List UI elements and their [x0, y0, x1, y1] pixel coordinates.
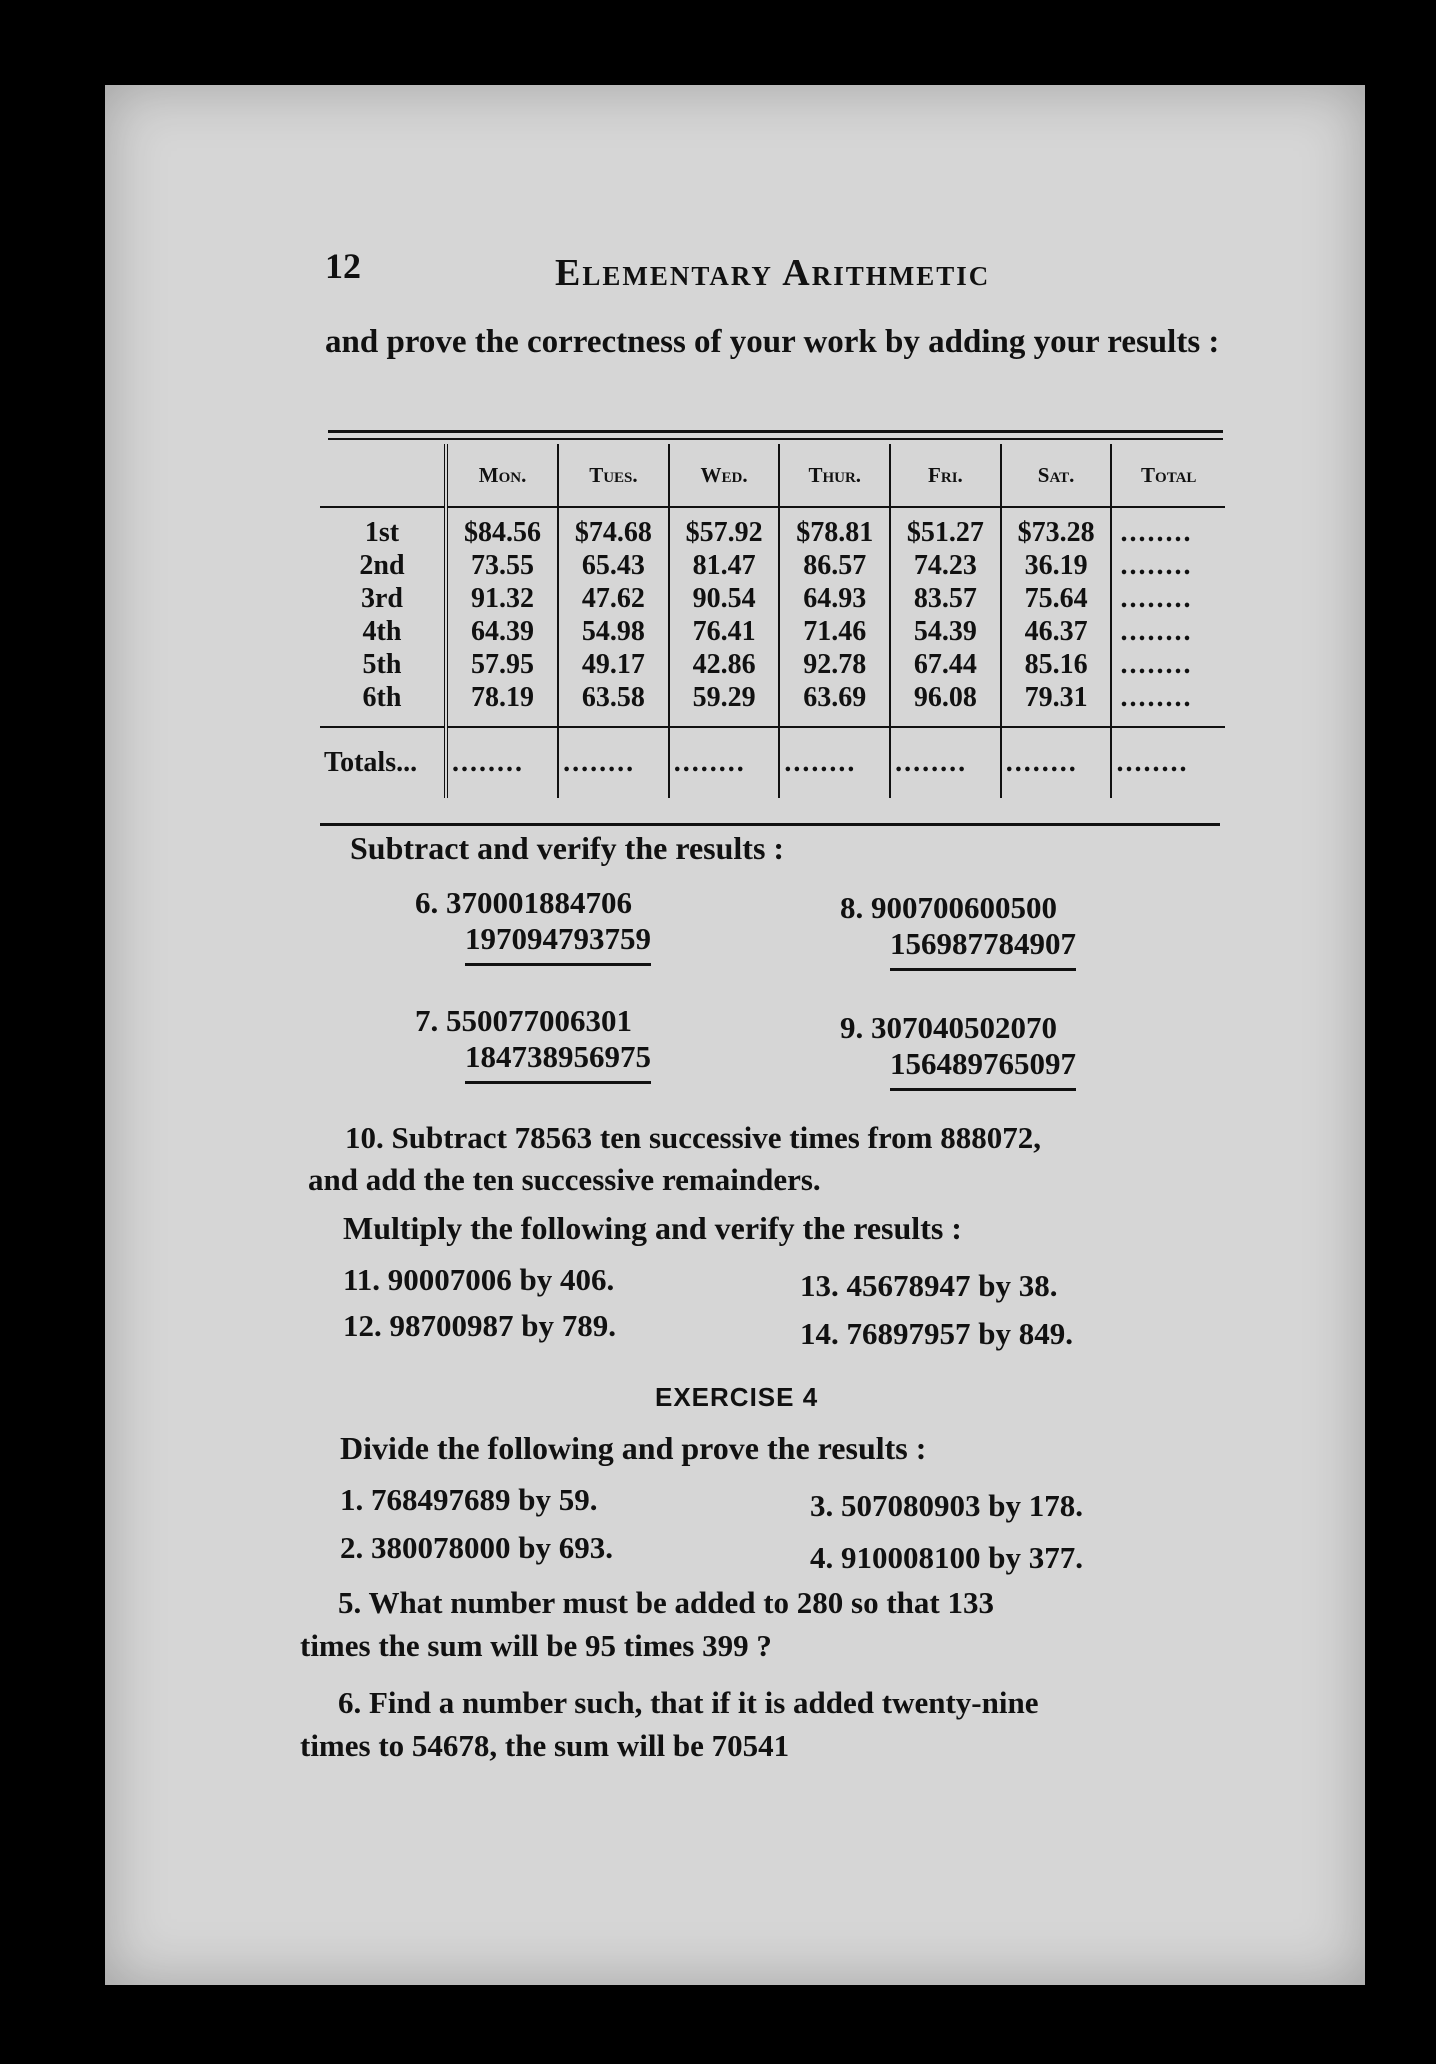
table-cell: 79.31	[1024, 682, 1088, 713]
total-dots: ........	[1120, 682, 1193, 713]
total-cell: ........	[446, 727, 558, 798]
minuend: 900700600500	[871, 890, 1057, 925]
table-bottom-rule	[320, 823, 1220, 826]
total-dots: ........	[1120, 550, 1193, 581]
totals-label: Totals...	[320, 727, 446, 798]
table-cell: 57.95	[471, 649, 535, 680]
problem-6-line1: 6. Find a number such, that if it is added twenty-nine	[338, 1685, 1039, 1720]
thu-values	[779, 507, 890, 727]
total-dots: ........	[1120, 616, 1193, 647]
table-cell: 47.62	[581, 583, 645, 614]
total-cell: ........	[669, 727, 780, 798]
table-cell: 92.78	[803, 649, 867, 680]
total-cell: ........	[890, 727, 1001, 798]
problem-6	[415, 885, 651, 966]
row-label: 1st	[364, 517, 400, 548]
table-cell: 63.58	[581, 682, 645, 713]
problem-10-line2: and add the ten successive remainders.	[308, 1162, 821, 1197]
table-cell: 64.39	[471, 616, 535, 647]
table-cell: $51.27	[906, 517, 984, 548]
table-cell: 73.55	[471, 550, 535, 581]
col-header-wed: Wed.	[669, 444, 780, 507]
minuend: 370001884706	[446, 885, 632, 920]
col-header-fri: Fri.	[890, 444, 1001, 507]
multiply-heading: Multiply the following and verify the results :	[343, 1210, 962, 1246]
col-header-mon: Mon.	[446, 444, 558, 507]
table-cell: 67.44	[913, 649, 977, 680]
problem-12: 12. 98700987 by 789.	[343, 1308, 616, 1343]
problem-11: 11. 90007006 by 406.	[343, 1262, 615, 1297]
tue-values	[558, 507, 669, 727]
minuend: 550077006301	[446, 1003, 632, 1038]
divide-heading: Divide the following and prove the results :	[340, 1430, 927, 1466]
exercise-title: EXERCISE 4	[655, 1382, 819, 1412]
total-cell: ........	[779, 727, 890, 798]
table-cell: $84.56	[464, 517, 542, 548]
total-dots: ........	[1120, 517, 1193, 548]
total-dots: ........	[1120, 583, 1193, 614]
table-cell: 65.43	[581, 550, 645, 581]
total-cell: ........	[558, 727, 669, 798]
table-cell: 91.32	[471, 583, 535, 614]
table-cell: 54.98	[581, 616, 645, 647]
table-cell: 71.46	[803, 616, 867, 647]
row-label: 5th	[362, 649, 402, 680]
table-cell: 54.39	[913, 616, 977, 647]
subtrahend: 197094793759	[465, 921, 651, 966]
col-header-sat: Sat.	[1001, 444, 1112, 507]
totals-row	[320, 727, 1225, 798]
mon-values	[446, 507, 558, 727]
intro-text: and prove the correctness of your work by adding your results :	[325, 324, 1220, 360]
table-top-rule-2	[328, 438, 1223, 440]
row-label: 2nd	[359, 550, 405, 581]
table-cell: $74.68	[574, 517, 652, 548]
problem-5-line1: 5. What number must be added to 280 so that 133	[338, 1585, 994, 1620]
table-cell: $73.28	[1017, 517, 1095, 548]
subtract-heading: Subtract and verify the results :	[350, 830, 785, 866]
problem-number: 9.	[840, 1010, 864, 1045]
total-cell: ........	[1111, 727, 1225, 798]
table-cell: 75.64	[1024, 583, 1088, 614]
table-top-rule	[328, 430, 1223, 433]
table-cell: 36.19	[1024, 550, 1088, 581]
total-dots: ........	[1120, 649, 1193, 680]
row-label: 4th	[362, 616, 402, 647]
subtrahend: 156987784907	[890, 926, 1076, 971]
problem-10-line1: 10. Subtract 78563 ten successive times from 888072,	[345, 1120, 1041, 1155]
problem-13: 13. 45678947 by 38.	[800, 1268, 1058, 1303]
problem-9	[840, 1010, 1076, 1091]
table-cell: 85.16	[1024, 649, 1088, 680]
page-number: 12	[325, 246, 361, 286]
table-cell: 64.93	[803, 583, 867, 614]
col-header-thu: Thur.	[779, 444, 890, 507]
running-title: Elementary Arithmetic	[555, 252, 991, 294]
row-label: 6th	[362, 682, 402, 713]
table-header-row	[320, 444, 1225, 507]
minuend: 307040502070	[871, 1010, 1057, 1045]
table-cell: 86.57	[803, 550, 867, 581]
table-cell: 63.69	[803, 682, 867, 713]
problem-1: 1. 768497689 by 59.	[340, 1482, 598, 1517]
problem-14: 14. 76897957 by 849.	[800, 1316, 1073, 1351]
problem-number: 6.	[415, 885, 439, 920]
row-labels	[320, 507, 446, 727]
sat-values	[1001, 507, 1112, 727]
table-cell: 76.41	[692, 616, 756, 647]
problem-number: 8.	[840, 890, 864, 925]
problem-5-line2: times the sum will be 95 times 399 ?	[300, 1628, 772, 1663]
table-cell: 78.19	[471, 682, 535, 713]
total-cell: ........	[1001, 727, 1112, 798]
table-cell: 49.17	[581, 649, 645, 680]
table-cell: 59.29	[692, 682, 756, 713]
table-cell: 90.54	[692, 583, 756, 614]
problem-2: 2. 380078000 by 693.	[340, 1530, 613, 1565]
table-cell: 74.23	[913, 550, 977, 581]
fri-values	[890, 507, 1001, 727]
col-header-total: Total	[1111, 444, 1225, 507]
table-cell: 83.57	[913, 583, 977, 614]
problem-4: 4. 910008100 by 377.	[810, 1540, 1083, 1575]
problem-number: 7.	[415, 1003, 439, 1038]
row-label: 3rd	[361, 583, 403, 614]
problem-6-line2: times to 54678, the sum will be 70541	[300, 1728, 790, 1763]
table-cell: 42.86	[692, 649, 756, 680]
table-cell: $57.92	[685, 517, 763, 548]
sums-grid	[320, 444, 1225, 798]
table-cell: 81.47	[692, 550, 756, 581]
problem-3: 3. 507080903 by 178.	[810, 1488, 1083, 1523]
table-cell: $78.81	[796, 517, 874, 548]
col-header-tue: Tues.	[558, 444, 669, 507]
wed-values	[669, 507, 780, 727]
table-cell: 96.08	[913, 682, 977, 713]
total-values	[1111, 507, 1225, 727]
problem-8	[840, 890, 1076, 971]
table-values-row	[320, 507, 1225, 727]
table-cell: 46.37	[1024, 616, 1088, 647]
subtrahend: 184738956975	[465, 1039, 651, 1084]
subtrahend: 156489765097	[890, 1046, 1076, 1091]
problem-7	[415, 1003, 651, 1084]
corner-cell	[320, 444, 446, 507]
